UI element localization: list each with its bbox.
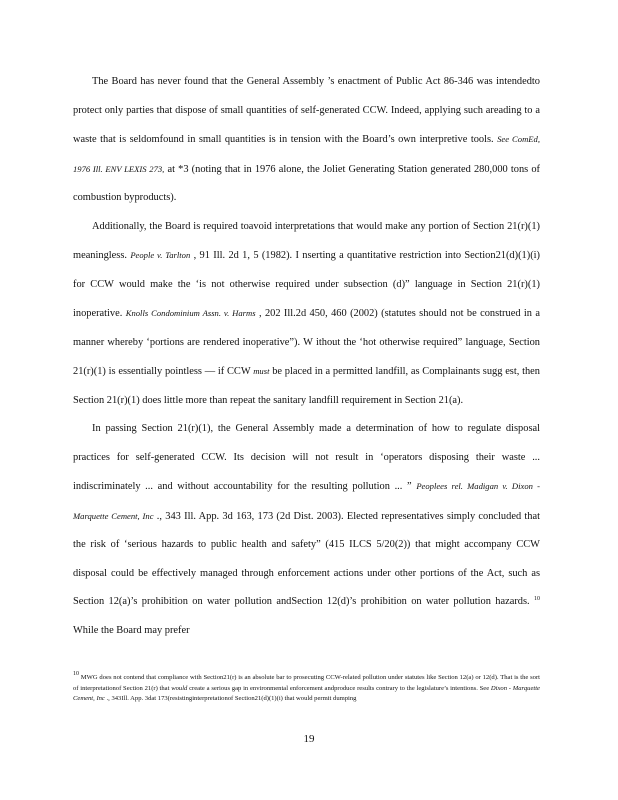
- citation-text: would: [171, 684, 188, 692]
- citation-text: Dixon - Marquette Cement, Inc: [73, 684, 540, 702]
- paragraph: [73, 213, 540, 416]
- footnote-reference: 10: [73, 671, 79, 677]
- text-run: The Board has never found that the General Assembly ’s enactment of Public Act 86-346 was intendedto protect only parties that dispose of small quantities of self-generated CCW. Indeed, applying such areading to a waste that is seldomfound in small quantities is in tension with the Board’s own interpretive tools.: [73, 76, 540, 145]
- text-run: , 91 Ill. 2d 1, 5 (1982). I nserting a quantitative restriction into Section21(d)(1)(i) for CCW would make the ‘is not otherwise required under subsection (d)” language in Section 21(r)(1) inoperative.: [73, 250, 541, 319]
- text-run: at *3 (noting that in 1976 alone, the Joliet Generating Station generated 280,000 tons of combustion byproducts).: [73, 163, 540, 203]
- text-run: ., 343Ill. App. 3dat 173(resistinginterpretationof Section21(d)(1)(i) that would permit dumping: [104, 695, 357, 702]
- body-text: [73, 68, 540, 645]
- text-run: In passing Section 21(r)(1), the General Assembly made a determination of how to regulate disposal practices for self-generated CCW. Its decision will not result in ‘operators disposing their waste ... indiscriminately ... and without accountability for the resulting pollution ... ”: [73, 423, 540, 492]
- footnote-10: [73, 673, 540, 705]
- footnote-reference: 10: [534, 596, 540, 602]
- text-run: ., 343 Ill. App. 3d 163, 173 (2d Dist. 2003). Elected representatives simply concluded that the risk of ‘serious hazards to public health and safety” (415 ILCS 5/20(2)) that might accompany CCW disposal could be effectively managed through enforcement actions under other portions of the Act, such as Section 12(a)’s prohibition on water pollution andSection 12(d)’s prohibition on water pollution hazards.: [73, 510, 540, 607]
- citation-text: Knolls Condominium Assn. v. Harms: [125, 308, 256, 318]
- citation-text: See ComEd, 1976 Ill. ENV LEXIS 273,: [73, 134, 540, 174]
- citation-text: People v. Tarlton: [130, 250, 191, 260]
- text-run: Additionally, the Board is required toavoid interpretations that would make any portion of Section 21(r)(1) meaningless.: [73, 220, 540, 261]
- text-run: MWG does not contend that compliance with Section21(r) is an absolute bar to prosecuting CCW-related pollution under statutes like Section 12(a) or 12(d). That is the sort of interpretationof Section 21(r) that: [73, 674, 540, 692]
- text-run: , 202 Ill.2d 450, 460 (2002) (statutes should not be construed in a manner whereby ‘portions are rendered inoperative”). W ithout the ‘hot otherwise required” language, Section 21(r)(1) is essentially pointless — if CCW: [73, 308, 540, 377]
- text-run: be placed in a permitted landfill, as Complainants sugg est, then Section 21(r)(1) does little more than repeat the sanitary landfill requirement in Section 21(a).: [73, 366, 540, 406]
- page-number: 19: [303, 733, 315, 745]
- paragraph: [73, 68, 540, 213]
- citation-text: Peoplees rel. Madigan v. Dixon -Marquette Cement, Inc: [73, 481, 540, 521]
- paragraph: [73, 415, 540, 645]
- citation-text: must: [253, 366, 270, 376]
- text-run: create a serious gap in environmental enforcement andproduce results contrary to the legislature’s intentions. See: [187, 684, 491, 692]
- text-run: While the Board may prefer: [73, 624, 190, 636]
